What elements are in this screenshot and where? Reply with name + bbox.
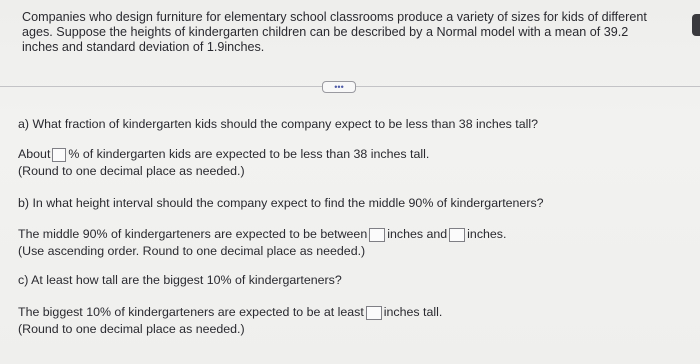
part-a-answer-suffix: % of kindergarten kids are expected to be less than 38 inches tall. [68, 147, 430, 161]
part-b-answer-middle: inches and [387, 227, 448, 241]
expand-more-button[interactable] [322, 81, 356, 93]
part-c-answer-suffix: inches tall. [383, 305, 443, 319]
part-a-answer-prefix: About [18, 147, 51, 161]
part-b-question: b) In what height interval should the company expect to find the middle 90% of kindergarteners? [18, 196, 544, 210]
part-a-answer-row [18, 147, 429, 162]
part-a-question: a) What fraction of kindergarten kids should the company expect to be less than 38 inches tall? [18, 117, 539, 131]
ellipsis-icon: ••• [334, 81, 344, 92]
problem-statement-line-3: inches and standard deviation of 1.9inches. [22, 40, 265, 54]
part-a-rounding-note: (Round to one decimal place as needed.) [18, 164, 245, 178]
part-b-answer-suffix: inches. [467, 227, 507, 241]
part-c-rounding-note: (Round to one decimal place as needed.) [18, 322, 245, 336]
problem-statement-line-1: Companies who design furniture for elementary school classrooms produce a variety of sizes for kids of different [22, 10, 647, 24]
problem-statement-line-2: ages. Suppose the heights of kindergarten children can be described by a Normal model with a mean of 39.2 [22, 25, 629, 39]
part-a-percent-input[interactable] [52, 148, 66, 162]
problem-statement [22, 10, 682, 55]
part-c-question: c) At least how tall are the biggest 10% of kindergarteners? [18, 273, 342, 287]
part-b-answer-row [18, 227, 506, 242]
part-b-rounding-note: (Use ascending order. Round to one decimal place as needed.) [18, 244, 366, 258]
part-c-answer-row [18, 305, 442, 320]
part-b-upper-bound-input[interactable] [449, 228, 465, 242]
part-c-height-input[interactable] [366, 306, 382, 320]
part-b-answer-prefix: The middle 90% of kindergarteners are expected to be between [18, 227, 368, 241]
part-b-lower-bound-input[interactable] [369, 228, 385, 242]
scroll-handle[interactable] [692, 14, 700, 36]
part-c-answer-prefix: The biggest 10% of kindergarteners are expected to be at least [18, 305, 364, 319]
